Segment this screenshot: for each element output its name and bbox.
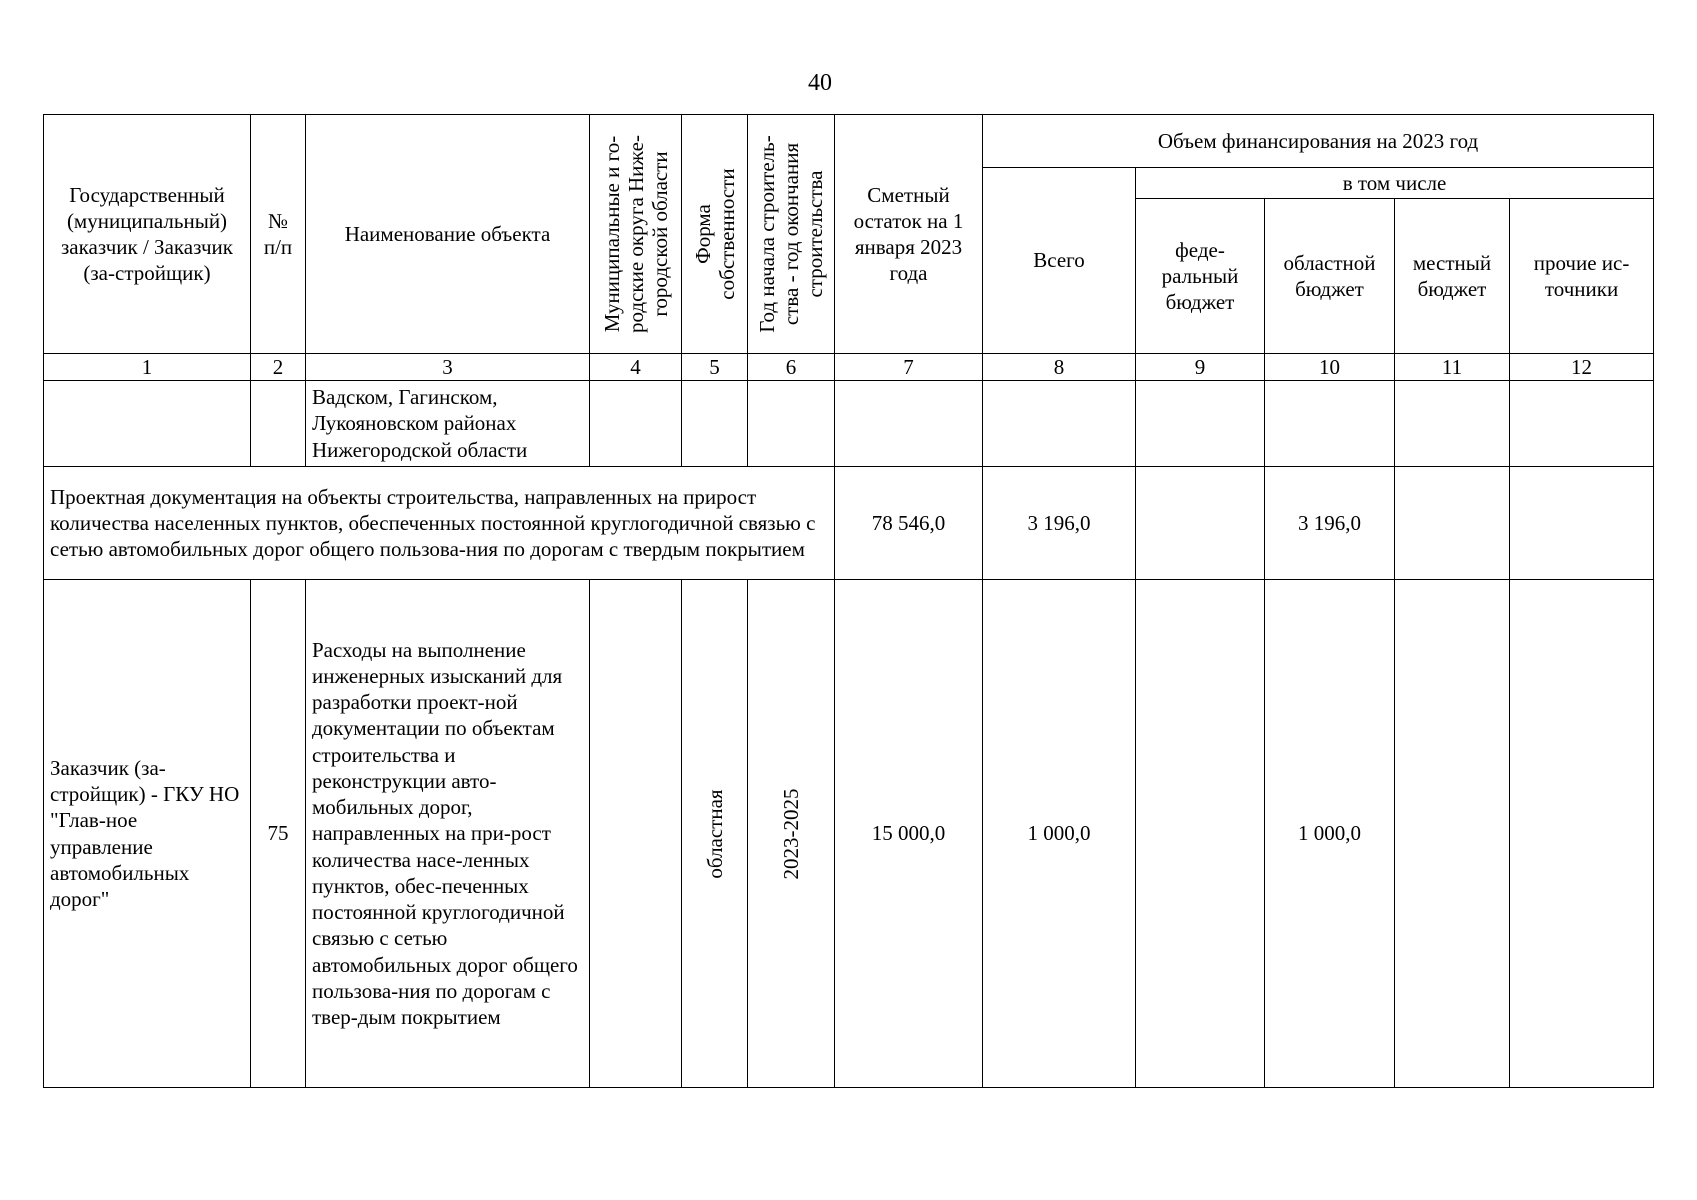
header-ownership-text: Форма собственности — [690, 168, 739, 300]
section-other — [1510, 467, 1654, 580]
col-num-7: 7 — [835, 354, 983, 381]
cont-local — [1395, 381, 1510, 467]
header-years-text: Год начала строитель-ства - год окончания строительства — [754, 135, 828, 333]
header-number: № п/п — [251, 115, 306, 354]
header-years — [748, 115, 835, 354]
cont-districts — [590, 381, 682, 467]
section-federal — [1136, 467, 1265, 580]
header-ownership — [682, 115, 748, 354]
item-local — [1395, 580, 1510, 1088]
column-number-row — [44, 354, 1654, 381]
item-years — [748, 580, 835, 1088]
cont-years — [748, 381, 835, 467]
section-regional: 3 196,0 — [1265, 467, 1395, 580]
cont-other — [1510, 381, 1654, 467]
cont-number — [251, 381, 306, 467]
col-num-1: 1 — [44, 354, 251, 381]
cont-customer — [44, 381, 251, 467]
header-federal: феде-ральный бюджет — [1136, 199, 1265, 354]
item-districts — [590, 580, 682, 1088]
item-number: 75 — [251, 580, 306, 1088]
col-num-6: 6 — [748, 354, 835, 381]
header-object-name: Наименование объекта — [306, 115, 590, 354]
col-num-9: 9 — [1136, 354, 1265, 381]
col-num-4: 4 — [590, 354, 682, 381]
header-customer: Государственный (муниципальный) заказчик / Заказчик (за-стройщик) — [44, 115, 251, 354]
header-districts-text: Муниципальные и го-родские округа Ниже-городской области — [599, 135, 672, 333]
item-customer: Заказчик (за-стройщик) - ГКУ НО "Глав-ное управление автомобильных дорог" — [44, 580, 251, 1088]
item-estimate: 15 000,0 — [835, 580, 983, 1088]
cont-regional — [1265, 381, 1395, 467]
col-num-8: 8 — [983, 354, 1136, 381]
item-ownership — [682, 580, 748, 1088]
item-total: 1 000,0 — [983, 580, 1136, 1088]
cont-federal — [1136, 381, 1265, 467]
section-row — [44, 467, 1654, 580]
item-other — [1510, 580, 1654, 1088]
item-regional: 1 000,0 — [1265, 580, 1395, 1088]
financing-table — [43, 114, 1654, 1088]
header-including: в том числе — [1136, 168, 1654, 199]
cont-total — [983, 381, 1136, 467]
col-num-10: 10 — [1265, 354, 1395, 381]
col-num-5: 5 — [682, 354, 748, 381]
section-title: Проектная документация на объекты строительства, направленных на прирост количества населенных пунктов, обеспеченных постоянной круглогодичной связью с сетью автомобильных дорог общего пользова-ния по дорогам с твердым покрытием — [44, 467, 835, 580]
header-local: местный бюджет — [1395, 199, 1510, 354]
header-total: Всего — [983, 168, 1136, 354]
col-num-12: 12 — [1510, 354, 1654, 381]
cont-ownership — [682, 381, 748, 467]
item-object-name: Расходы на выполнение инженерных изысканий для разработки проект-ной документации по объектам строительства и реконструкции авто-мобильных дорог, направленных на при-рост количества насе-ленных пунктов, обес-печенных постоянной круглогодичной связью с сетью автомобильных дорог общего пользова-ния по дорогам с твер-дым покрытием — [306, 580, 590, 1088]
header-other: прочие ис-точники — [1510, 199, 1654, 354]
continuation-row — [44, 381, 1654, 467]
header-regional: областной бюджет — [1265, 199, 1395, 354]
header-funding-group: Объем финансирования на 2023 год — [983, 115, 1654, 168]
header-row-1 — [44, 115, 1654, 168]
item-years-text: 2023-2025 — [778, 788, 803, 879]
header-estimate: Сметный остаток на 1 января 2023 года — [835, 115, 983, 354]
header-districts — [590, 115, 682, 354]
item-row — [44, 580, 1654, 1088]
section-total: 3 196,0 — [983, 467, 1136, 580]
cont-object-name: Вадском, Гагинском, Лукояновском районах Нижегородской области — [306, 381, 590, 467]
section-local — [1395, 467, 1510, 580]
col-num-3: 3 — [306, 354, 590, 381]
section-estimate: 78 546,0 — [835, 467, 983, 580]
col-num-11: 11 — [1395, 354, 1510, 381]
cont-estimate — [835, 381, 983, 467]
col-num-2: 2 — [251, 354, 306, 381]
item-federal — [1136, 580, 1265, 1088]
page-number: 40 — [808, 70, 832, 96]
item-ownership-text: областная — [702, 788, 727, 879]
